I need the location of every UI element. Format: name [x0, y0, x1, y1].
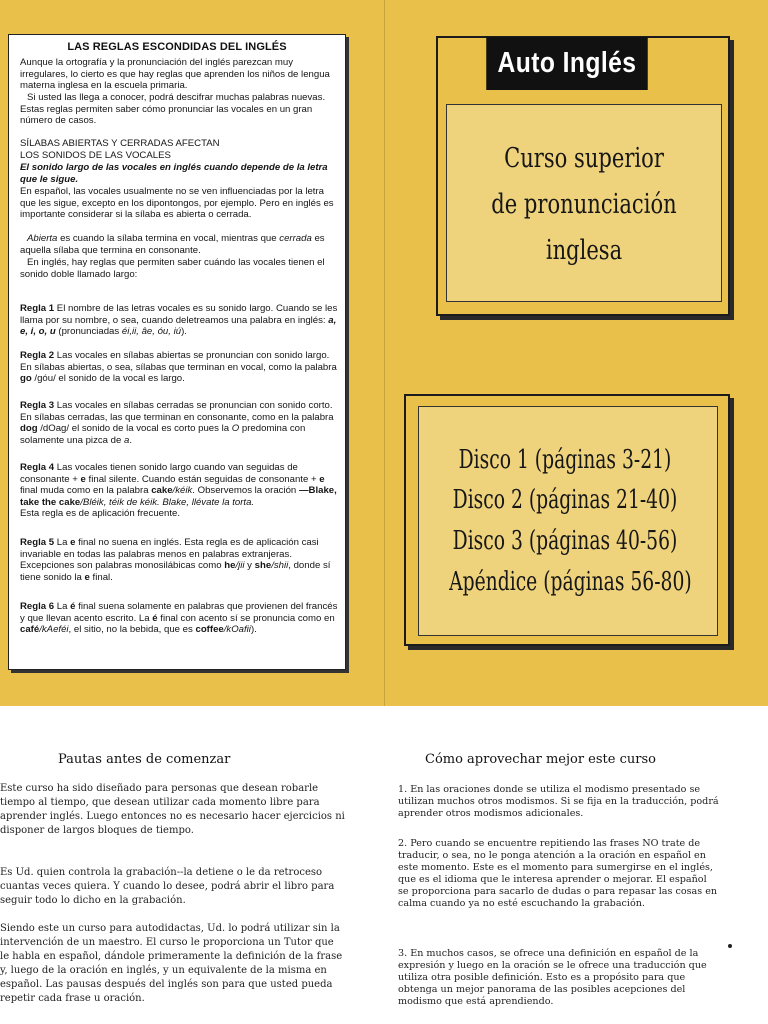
rule-4-e2: e — [319, 473, 325, 485]
course-title-line-1: Curso superior — [504, 143, 664, 174]
rules-intro-1: Aunque la ortografía y la pronunciación del inglés parezcan muy irregulares, lo cierto es que hay reglas que aprenden los niños de lengua materna inglesa en la escuela primaria. — [20, 57, 330, 92]
rule-6-coffee-pron: /kOafii — [223, 624, 251, 636]
rule-3-mid2: predomina con solamente una pizca de — [20, 423, 306, 446]
print-speck — [728, 944, 732, 948]
rule-1-letters: a, e, i, o, u — [20, 314, 337, 338]
aprovechar-para-3: 3. En muchos casos, se ofrece una definición en español de la expresión y luego en la oración se le ofrece una traducción que utiliza otra posible definición. Esto es a propósito para que obtenga un mejor panorama de las posibles acepciones del modismo que está aprendiendo. — [398, 948, 707, 1007]
brand-logo: Auto Inglés — [486, 37, 648, 90]
rule-5-and: y — [244, 560, 255, 572]
rule-3-label: Regla 3 — [20, 400, 55, 411]
para-2-end: es aquella sílaba que termina en consonante. — [20, 233, 325, 256]
rule-6-text2: final suena solamente en palabras que provienen del francés y que llevan acento escrito. La — [20, 601, 338, 624]
pautas-title: Pautas antes de comenzar — [58, 752, 231, 767]
rule-6-cafe: café — [20, 624, 40, 636]
rule-4-end: Esta regla es de aplicación frecuente. — [20, 508, 180, 520]
rules-heading-1: SÍLABAS ABIERTAS Y CERRADAS AFECTAN — [20, 138, 220, 149]
rule-3-mid: el sonido de la vocal es corto pues la — [69, 423, 232, 435]
rules-para-1: En español, las vocales usualmente no se ven influenciadas por la letra que les sigue, excepto en los dipontongos, por ejemplo. Pero en inglés es importante considerar si la sílaba es abierta o cerrada. — [20, 186, 334, 221]
rule-6 — [20, 601, 338, 636]
rule-5-end: final. — [89, 571, 113, 583]
para-2-mid: es cuando la sílaba termina en vocal, mientras que — [57, 233, 280, 244]
rule-5-text3: , donde sí tiene sonido la — [20, 560, 331, 583]
rule-3 — [20, 400, 338, 446]
rule-4-word: cake — [151, 485, 173, 497]
rules-subheading: El sonido largo de las vocales en inglés cuando depende de la letra que le sigue. — [20, 162, 328, 185]
disc-1: Disco 1 (páginas 3-21) — [458, 445, 672, 475]
rule-4-text: Las vocales tienen sonido largo cuando van seguidas de consonante + — [20, 462, 298, 485]
rule-6-e: é — [70, 601, 76, 612]
rule-2-word: go — [20, 373, 32, 385]
rule-2-end: el sonido de la vocal es largo. — [55, 373, 185, 385]
rule-2-text: Las vocales en sílabas abiertas se pronuncian con sonido largo. En sílabas abiertas, o sea, sílabas que terminan en vocal, como la palabra — [20, 350, 337, 373]
rule-5-she: she — [254, 560, 272, 572]
rule-3-o: O — [231, 423, 240, 435]
rule-5-label: Regla 5 — [20, 537, 55, 548]
rules-heading-2: LOS SONIDOS DE LAS VOCALES — [20, 150, 171, 161]
pautas-para-1: Este curso ha sido diseñado para personas que desean robarle tiempo al tiempo, que desean utilizar cada momento libre para aprender inglés. Luego entonces no es necesario hacer ejercicios ni disponer de largos bloques de tiempo. — [0, 783, 345, 836]
rule-4-text2: final silente. Cuando están seguidas de consonante + — [85, 473, 320, 485]
rule-5-she-pron: /shii — [271, 560, 289, 572]
rule-6-text3: final con acento sí se pronuncia como en — [157, 612, 335, 624]
rule-4-pron: /kéik — [172, 485, 193, 497]
rule-1-pron: éi,ii, âe, óu, iú — [121, 326, 182, 338]
rule-6-label: Regla 6 — [20, 601, 55, 612]
rule-2-label: Regla 2 — [20, 350, 55, 361]
rule-5-e: e — [70, 537, 76, 548]
rule-6-end: ). — [250, 624, 257, 636]
rule-4-label: Regla 4 — [20, 462, 55, 473]
rule-3-word: dog — [20, 423, 38, 435]
rule-3-end: . — [129, 434, 133, 446]
rule-2-pron: /góu/ — [31, 373, 56, 385]
fold-line — [384, 0, 385, 706]
rules-panel — [8, 34, 346, 670]
rule-4-text3: final muda como en la palabra — [20, 485, 152, 497]
rule-1-pron-open: (pronunciadas — [55, 326, 122, 338]
appendix: Apéndice (páginas 56-80) — [449, 567, 692, 597]
rule-3-pron: /dOag/ — [37, 423, 70, 435]
rule-4-sentence: —Blake, take the cake — [20, 485, 337, 508]
rule-6-cafe-pron: /kAeféi — [39, 624, 69, 636]
disc-3: Disco 3 (páginas 40-56) — [452, 526, 678, 556]
rule-6-text4: , el sitio, no la bebida, que es — [68, 624, 196, 636]
aprovechar-para-1: 1. En las oraciones donde se utiliza el modismo presentado se utilizan muchos otros modismos. Si se fija en la traducción, podrá aprender otros modismos adicionales. — [398, 784, 719, 819]
pautas-para-3: Siendo este un curso para autodidactas, Ud. lo podrá utilizar sin la intervención de un maestro. El curso le proporciona un Tutor que le habla en español, dándole primeramente la definición de la frase y, luego de la oración en inglés, y un equivalente de la misma en español. Las pausas después del inglés son para que usted pueda repetir cada frase u oración. — [0, 923, 343, 1004]
rule-5-text2: final no suena en inglés. Esta regla es de aplicación casi invariable en todas las palabras menos en palabras extranjeras. Excepciones son palabras monosilábicas como — [20, 537, 319, 572]
disc-2: Disco 2 (páginas 21-40) — [452, 485, 678, 515]
rule-6-e2: é — [152, 612, 158, 624]
course-title-line-3: inglesa — [545, 235, 623, 266]
term-cerrada: cerrada — [279, 233, 312, 244]
rule-1-close: ). — [181, 326, 187, 338]
pautas-para-2: Es Ud. quien controla la grabación--la detiene o le da retroceso cuantas veces quiera. Y cuando lo desee, podrá abrir el libro para seguir todo lo dicho en la grabación. — [0, 867, 335, 906]
rule-2 — [20, 350, 338, 385]
rule-5 — [20, 537, 338, 583]
term-abierta: Abierta — [27, 233, 58, 244]
rules-para-3: En inglés, hay reglas que permiten saber cuándo las vocales tienen el sonido doble llamado largo: — [20, 257, 325, 280]
rules-para-2 — [20, 233, 338, 256]
course-title-box — [446, 104, 722, 302]
rule-6-coffee: coffee — [195, 624, 224, 636]
rule-5-text: La — [54, 537, 71, 548]
rule-3-a: a — [124, 434, 130, 446]
rule-5-he: he — [224, 560, 236, 572]
course-title-line-2: de pronunciación — [491, 189, 677, 220]
rule-6-text: La — [54, 601, 71, 612]
rule-1 — [20, 303, 338, 338]
rule-4 — [20, 462, 338, 520]
rule-4-text4: . Observemos la oración — [192, 485, 299, 497]
rule-5-e2: e — [84, 571, 90, 583]
rule-1-label: Regla 1 — [20, 303, 55, 314]
disc-index-box — [418, 406, 718, 636]
rule-4-e1: e — [80, 473, 86, 485]
rules-title: LAS REGLAS ESCONDIDAS DEL INGLÉS — [67, 41, 287, 53]
rule-5-he-pron: /jii — [235, 560, 245, 572]
rules-intro-2: Si usted las llega a conocer, podrá descifrar muchas palabras nuevas. Estas reglas permiten saber cómo pronunciar las vocales en un gran número de casos. — [20, 92, 326, 127]
rule-4-sentence-pron: /Bléik, téik de kéik. Blake, llévate la torta. — [80, 496, 255, 508]
aprovechar-para-2: 2. Pero cuando se encuentre repitiendo las frases NO trate de traducir, o sea, no le ponga atención a la oración en español en este momento. Este es el momento para sumergirse en el inglés, que es el idioma que le interesa aprender o mejorar. El español se proporciona para sacarlo de dudas o para repasar las cosas en calma cuando ya no esté escuchando la grabación. — [398, 838, 718, 909]
aprovechar-title: Cómo aprovechar mejor este curso — [425, 752, 656, 767]
rule-3-text: Las vocales en sílabas cerradas se pronuncian con sonido corto. En sílabas cerradas, las que terminan en consonante, como en la palabra — [20, 400, 334, 423]
rule-1-text: El nombre de las letras vocales es su sonido largo. Cuando se les llama por su nombre, o sea, cuando deletreamos una palabra en inglés: — [20, 303, 338, 326]
